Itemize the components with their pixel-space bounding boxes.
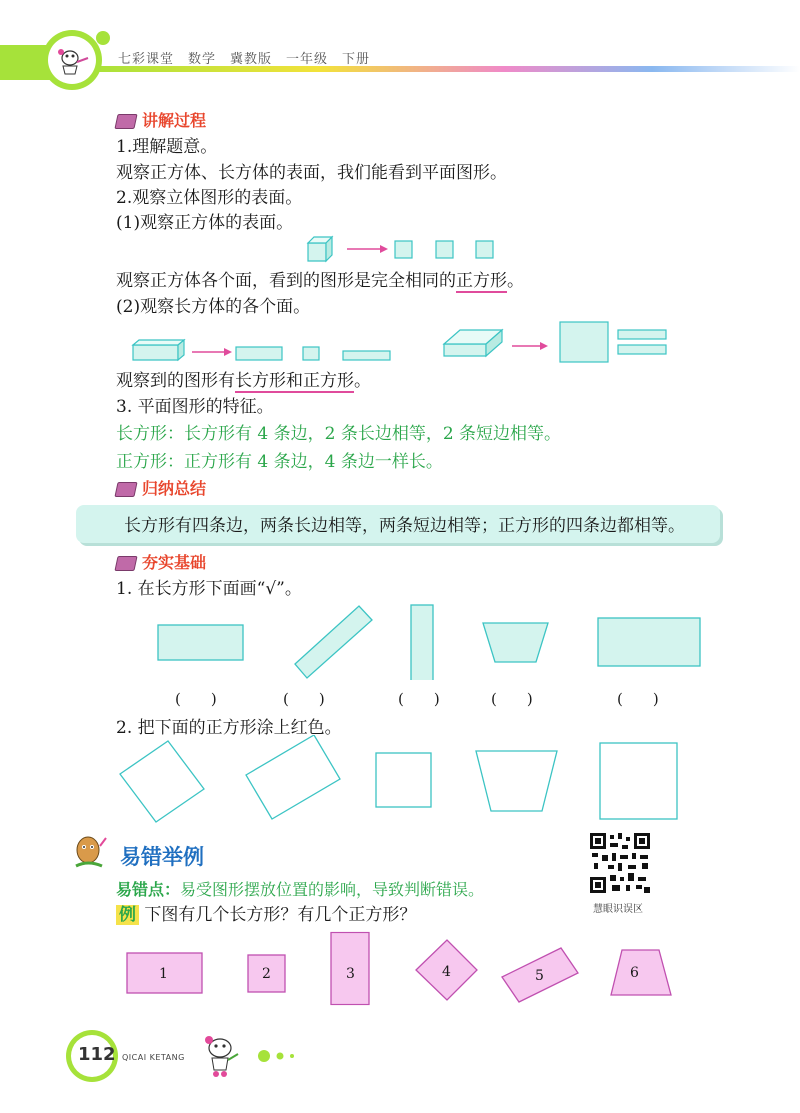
section-heading-label: 夯实基础	[142, 553, 207, 572]
answer-paren[interactable]: ( )	[398, 690, 440, 708]
underlined-term: 长方形和正方形	[235, 371, 354, 391]
question-2: 2. 把下面的正方形涂上红色。	[116, 718, 342, 738]
page-number: 112	[78, 1044, 116, 1065]
cube-faces-figure	[300, 232, 500, 264]
footer-brand: QICAI KETANG	[122, 1053, 185, 1062]
mascot-icon	[55, 44, 89, 76]
section-heading-label: 讲解过程	[142, 111, 207, 130]
question-1-shapes	[150, 600, 710, 680]
mistake-point	[116, 879, 484, 901]
underlined-term: 正方形	[456, 271, 507, 291]
example-text: 下图有几个长方形？有几个正方形？	[139, 905, 417, 925]
text-fragment: 。	[507, 271, 524, 291]
question-1: 1. 在长方形下面画“√”。	[116, 579, 302, 599]
shape-label: 6	[630, 965, 639, 981]
shape-label: 4	[442, 964, 451, 980]
section-heading-explain	[116, 111, 206, 131]
text-fragment: 。	[354, 371, 371, 391]
answer-paren[interactable]: ( )	[283, 690, 325, 708]
text-line: 1.理解题意。	[116, 137, 218, 157]
answer-paren[interactable]: ( )	[617, 690, 659, 708]
answer-paren[interactable]: ( )	[491, 690, 533, 708]
section-heading-mistakes: 易错举例	[120, 845, 204, 869]
feature-label: 长方形：	[116, 424, 184, 444]
qr-code[interactable]	[588, 831, 652, 895]
text-line: (1)观察正方体的表面。	[116, 213, 294, 233]
text-line: 2.观察立体图形的表面。	[116, 188, 303, 208]
text-line	[116, 370, 371, 392]
text-line: (2)观察长方体的各个面。	[116, 297, 311, 317]
cuboid-faces-figure	[130, 318, 675, 368]
text-line: 3. 平面图形的特征。	[116, 397, 274, 417]
rectangle-feature	[116, 423, 561, 445]
text-fragment: 观察正方体各个面，看到的图形是完全相同的	[116, 271, 456, 291]
mistake-mascot-icon	[72, 834, 108, 870]
section-heading-label: 归纳总结	[142, 479, 207, 498]
shape-label: 2	[262, 966, 271, 982]
example-question	[116, 904, 416, 926]
example-shape-6	[611, 950, 671, 995]
example-shapes	[120, 928, 680, 1008]
text-fragment: 观察到的图形有	[116, 371, 235, 391]
header-decoration	[0, 0, 800, 90]
feature-text: 长方形有 4 条边，2 条长边相等，2 条短边相等。	[184, 424, 562, 444]
answer-paren[interactable]: ( )	[175, 690, 217, 708]
feature-text: 正方形有 4 条边，4 条边一样长。	[184, 452, 443, 472]
text-line	[116, 270, 524, 292]
section-icon	[114, 482, 137, 497]
section-heading-summary	[116, 479, 206, 499]
section-icon	[114, 114, 137, 129]
mistake-point-text: 易受图形摆放位置的影响，导致判断错误。	[180, 880, 485, 899]
section-icon	[114, 556, 137, 571]
mistake-point-label: 易错点：	[116, 880, 181, 899]
footer-mascot-icon	[200, 1034, 242, 1078]
text-line: 观察正方体、长方体的表面，我们能看到平面图形。	[116, 163, 507, 183]
section-heading-practice	[116, 553, 206, 573]
shape-label: 3	[346, 966, 355, 982]
shape-label: 1	[159, 966, 168, 982]
qr-label: 慧眼识误区	[593, 904, 643, 915]
example-badge: 例	[116, 905, 139, 925]
summary-text: 长方形有四条边，两条长边相等，两条短边相等；正方形的四条边都相等。	[124, 516, 685, 536]
shape-label: 5	[535, 968, 544, 984]
feature-label: 正方形：	[116, 452, 184, 472]
question-2-shapes[interactable]	[110, 735, 690, 825]
square-feature	[116, 451, 443, 473]
header-title: 七彩课堂 数学 冀教版 一年级 下册	[118, 52, 371, 67]
header-bar	[0, 0, 800, 90]
